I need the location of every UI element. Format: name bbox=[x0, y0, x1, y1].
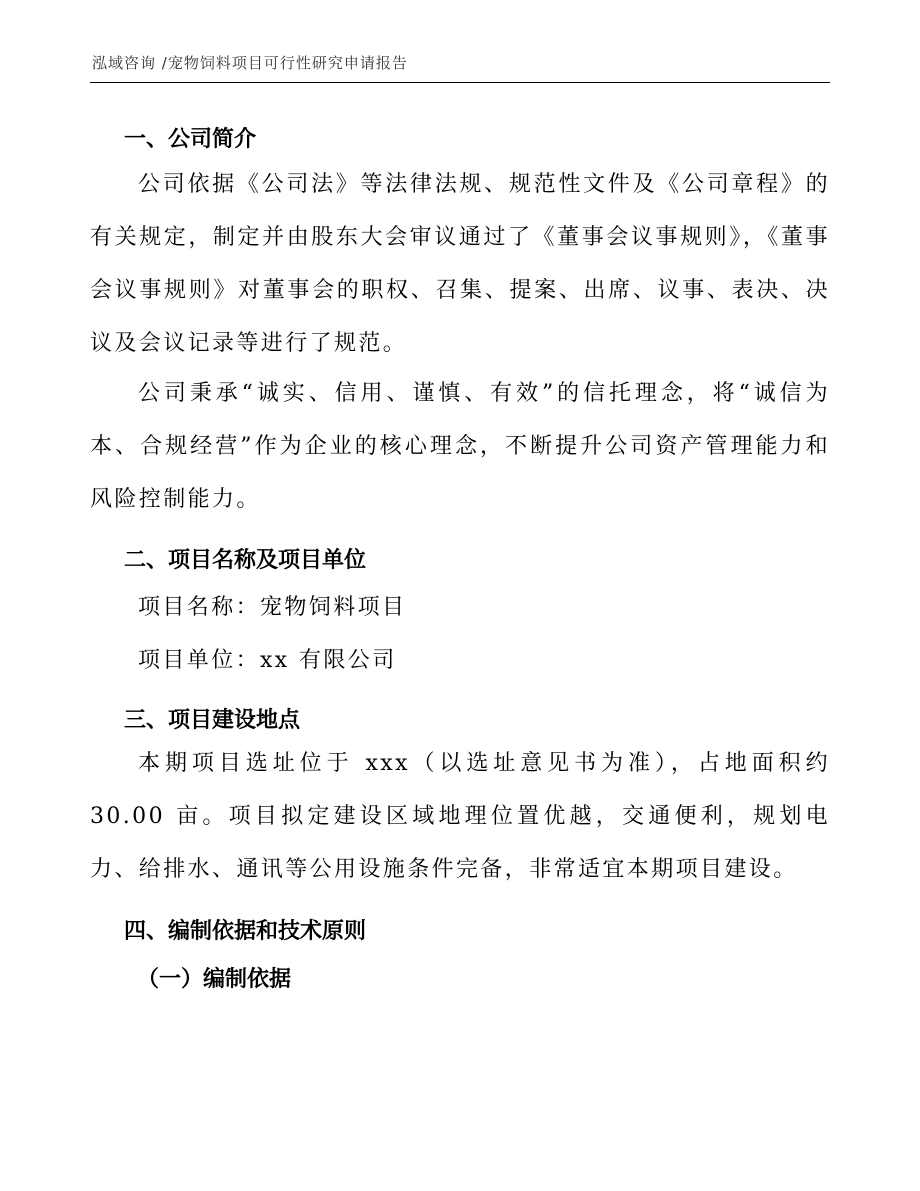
subsection-heading-basis: （一）编制依据 bbox=[137, 967, 292, 992]
section-heading-company-profile: 一、公司简介 bbox=[124, 127, 257, 152]
paragraph-company-rules: 公司依据《公司法》等法律法规、规范性文件及《公司章程》的有关规定，制定并由股东大会审议通过了《董事会议事规则》，《董事会议事规则》对董事会的职权、召集、提案、出席、议事、表决、决议及会议记录等进行了规范。 bbox=[90, 172, 830, 356]
section-heading-project-location: 三、项目建设地点 bbox=[124, 708, 301, 733]
running-header: 泓域咨询 /宠物饲料项目可行性研究申请报告 bbox=[92, 54, 408, 72]
header-divider bbox=[90, 82, 830, 83]
paragraph-company-philosophy: 公司秉承“诚实、信用、谨慎、有效”的信托理念，将“诚信为本、合规经营”作为企业的核心理念，不断提升公司资产管理能力和风险控制能力。 bbox=[90, 381, 830, 512]
project-unit-line: 项目单位：xx 有限公司 bbox=[138, 648, 397, 673]
project-name-line: 项目名称：宠物饲料项目 bbox=[138, 595, 407, 620]
section-heading-project-name-unit: 二、项目名称及项目单位 bbox=[124, 548, 367, 573]
paragraph-project-location: 本期项目选址位于 xxx（以选址意见书为准），占地面积约 30.00 亩。项目拟定建设区域地理位置优越，交通便利，规划电力、给排水、通讯等公用设施条件完备，非常适宜本期项目建设。 bbox=[90, 751, 830, 882]
section-heading-basis-principles: 四、编制依据和技术原则 bbox=[124, 919, 367, 944]
